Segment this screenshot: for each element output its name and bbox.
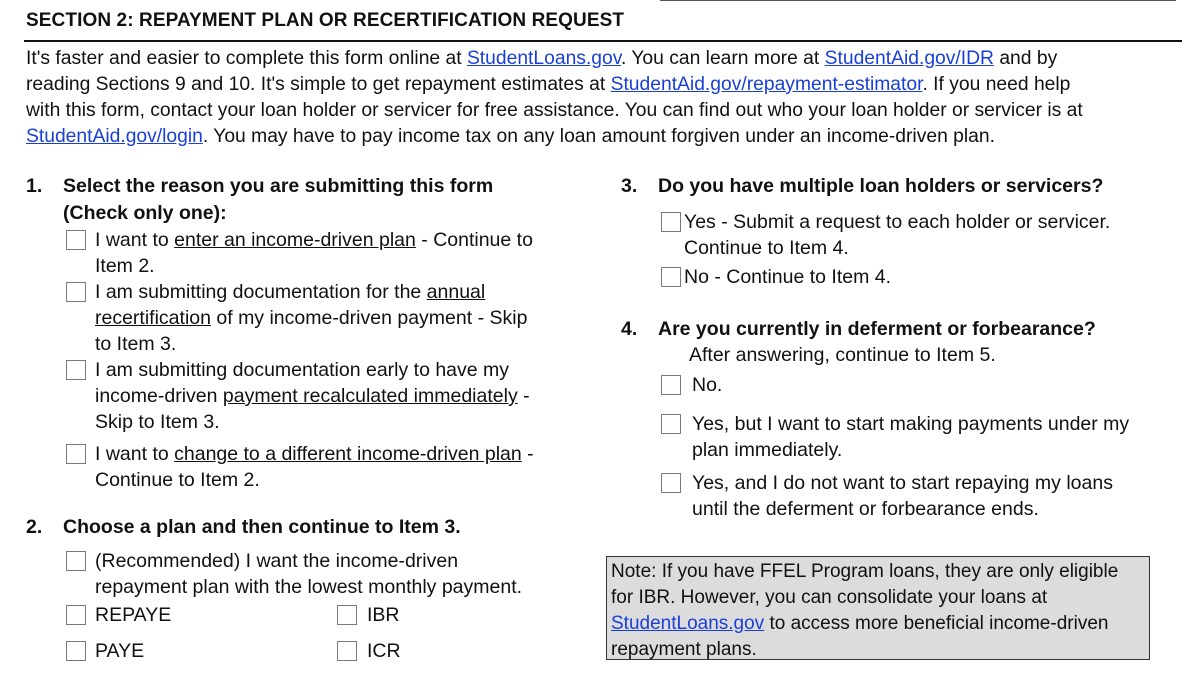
item2-icr-checkbox[interactable] (337, 641, 357, 661)
intro-text: reading Sections 9 and 10. It's simple to get repayment estimates at (26, 74, 611, 95)
note-line-2: for IBR. However, you can consolidate your loans at (611, 587, 1048, 608)
item2-ibr-label: IBR (367, 604, 400, 626)
item2-paye-label: PAYE (95, 640, 145, 662)
item2-repaye-label: REPAYE (95, 604, 172, 626)
item4-no-checkbox[interactable] (661, 375, 681, 395)
item3-heading (621, 173, 1103, 200)
option-text: until the deferment or forbearance ends. (692, 498, 1039, 520)
item4-yes-start-now-option (692, 411, 1129, 463)
item1-heading-line2: (Check only one): (63, 202, 227, 224)
option-text: I want to (95, 443, 175, 465)
item4-yes-start-now-checkbox[interactable] (661, 414, 681, 434)
item2-recommended-checkbox[interactable] (66, 551, 86, 571)
option-text: plan immediately. (692, 439, 843, 461)
option-text: - Continue to (415, 229, 533, 251)
item4-no-label: No. (692, 374, 723, 396)
item2-icr-label: ICR (367, 640, 401, 662)
section-title: SECTION 2: REPAYMENT PLAN OR RECERTIFICATION REQUEST (26, 10, 625, 31)
option-text: - (517, 385, 530, 407)
option-text: to Item 3. (95, 333, 177, 355)
option-text: repayment plan with the lowest monthly payment. (95, 576, 523, 598)
intro-line-2 (26, 72, 1186, 98)
option-text: - (521, 443, 534, 465)
intro-paragraph (26, 46, 1186, 150)
item1-heading-line1: Select the reason you are submitting this form (63, 175, 494, 197)
note-line-1: Note: If you have FFEL Program loans, they are only eligible (611, 561, 1119, 582)
option-underlined-text: payment recalculated immediately (222, 385, 518, 407)
option-text: Yes - Submit a request to each holder or servicer. (684, 211, 1111, 233)
item4-heading (621, 316, 1096, 343)
item2-recommended-option (95, 548, 522, 600)
option-text: Skip to Item 3. (95, 411, 220, 433)
item4-number: 4. (621, 318, 638, 340)
item2-number: 2. (26, 516, 43, 538)
item3-yes-checkbox[interactable] (661, 212, 681, 232)
repayment-estimator-link[interactable]: StudentAid.gov/repayment-estimator (610, 74, 923, 95)
item3-no-checkbox[interactable] (661, 267, 681, 287)
option-underlined-text: recertification (95, 307, 211, 329)
item1-heading (26, 173, 493, 200)
option-text: I want to (95, 229, 175, 251)
option-text: Yes, but I want to start making payments under my (692, 413, 1130, 435)
item1-option-change-plan-checkbox[interactable] (66, 444, 86, 464)
option-underlined-text: enter an income-driven plan (174, 229, 416, 251)
item2-heading-text: Choose a plan and then continue to Item 3. (63, 516, 461, 538)
item1-option-change-plan (95, 441, 534, 493)
login-link[interactable]: StudentAid.gov/login (26, 126, 203, 147)
item1-option-enter-plan (95, 227, 533, 279)
item2-repaye-checkbox[interactable] (66, 605, 86, 625)
intro-line-3: with this form, contact your loan holder or servicer for free assistance. You can find out who your loan holder or servicer is at (26, 100, 1083, 121)
item1-option-annual-recert (95, 279, 527, 357)
item3-yes-option (684, 209, 1110, 261)
option-text: Continue to Item 2. (95, 469, 260, 491)
option-text: I am submitting documentation for the (95, 281, 427, 303)
intro-line-1 (26, 46, 1186, 72)
item3-no-label: No - Continue to Item 4. (684, 266, 892, 288)
option-text: Yes, and I do not want to start repaying my loans (692, 472, 1113, 494)
option-text: I am submitting documentation early to have my (95, 359, 510, 381)
intro-text: and by (993, 48, 1058, 69)
item4-yes-wait-option (692, 470, 1113, 522)
option-text: Item 2. (95, 255, 155, 277)
item2-ibr-checkbox[interactable] (337, 605, 357, 625)
item2-heading (26, 514, 461, 541)
section-divider (24, 40, 1182, 42)
note-text: to access more beneficial income-driven (764, 613, 1109, 634)
note-studentloans-link[interactable]: StudentLoans.gov (611, 613, 765, 634)
option-text: (Recommended) I want the income-driven (95, 550, 459, 572)
item1-option-enter-plan-checkbox[interactable] (66, 230, 86, 250)
item1-number: 1. (26, 175, 43, 197)
option-underlined-text: change to a different income-driven plan (174, 443, 522, 465)
ffel-note-box (606, 556, 1150, 660)
top-right-rule (660, 0, 1176, 1)
item4-heading-text: Are you currently in deferment or forbearance? (658, 318, 1096, 340)
intro-text: . If you need help (922, 74, 1071, 95)
item4-yes-wait-checkbox[interactable] (661, 473, 681, 493)
intro-line-4 (26, 124, 1186, 150)
intro-text: . You may have to pay income tax on any loan amount forgiven under an income-driven plan. (202, 126, 995, 147)
option-underlined-text: annual (426, 281, 486, 303)
item1-option-early-recalc (95, 357, 530, 435)
intro-text: . You can learn more at (620, 48, 825, 69)
item3-number: 3. (621, 175, 638, 197)
idr-link[interactable]: StudentAid.gov/IDR (824, 48, 994, 69)
item2-paye-checkbox[interactable] (66, 641, 86, 661)
note-line-3 (611, 611, 1145, 637)
item1-option-early-recalc-checkbox[interactable] (66, 360, 86, 380)
item3-heading-text: Do you have multiple loan holders or servicers? (658, 175, 1104, 197)
studentloans-link[interactable]: StudentLoans.gov (466, 48, 621, 69)
option-text: of my income-driven payment - Skip (210, 307, 528, 329)
item4-subheading: After answering, continue to Item 5. (689, 344, 996, 366)
note-line-4: repayment plans. (611, 639, 757, 660)
item1-option-annual-recert-checkbox[interactable] (66, 282, 86, 302)
option-text: income-driven (95, 385, 223, 407)
option-text: Continue to Item 4. (684, 237, 849, 259)
intro-text: It's faster and easier to complete this form online at (26, 48, 467, 69)
